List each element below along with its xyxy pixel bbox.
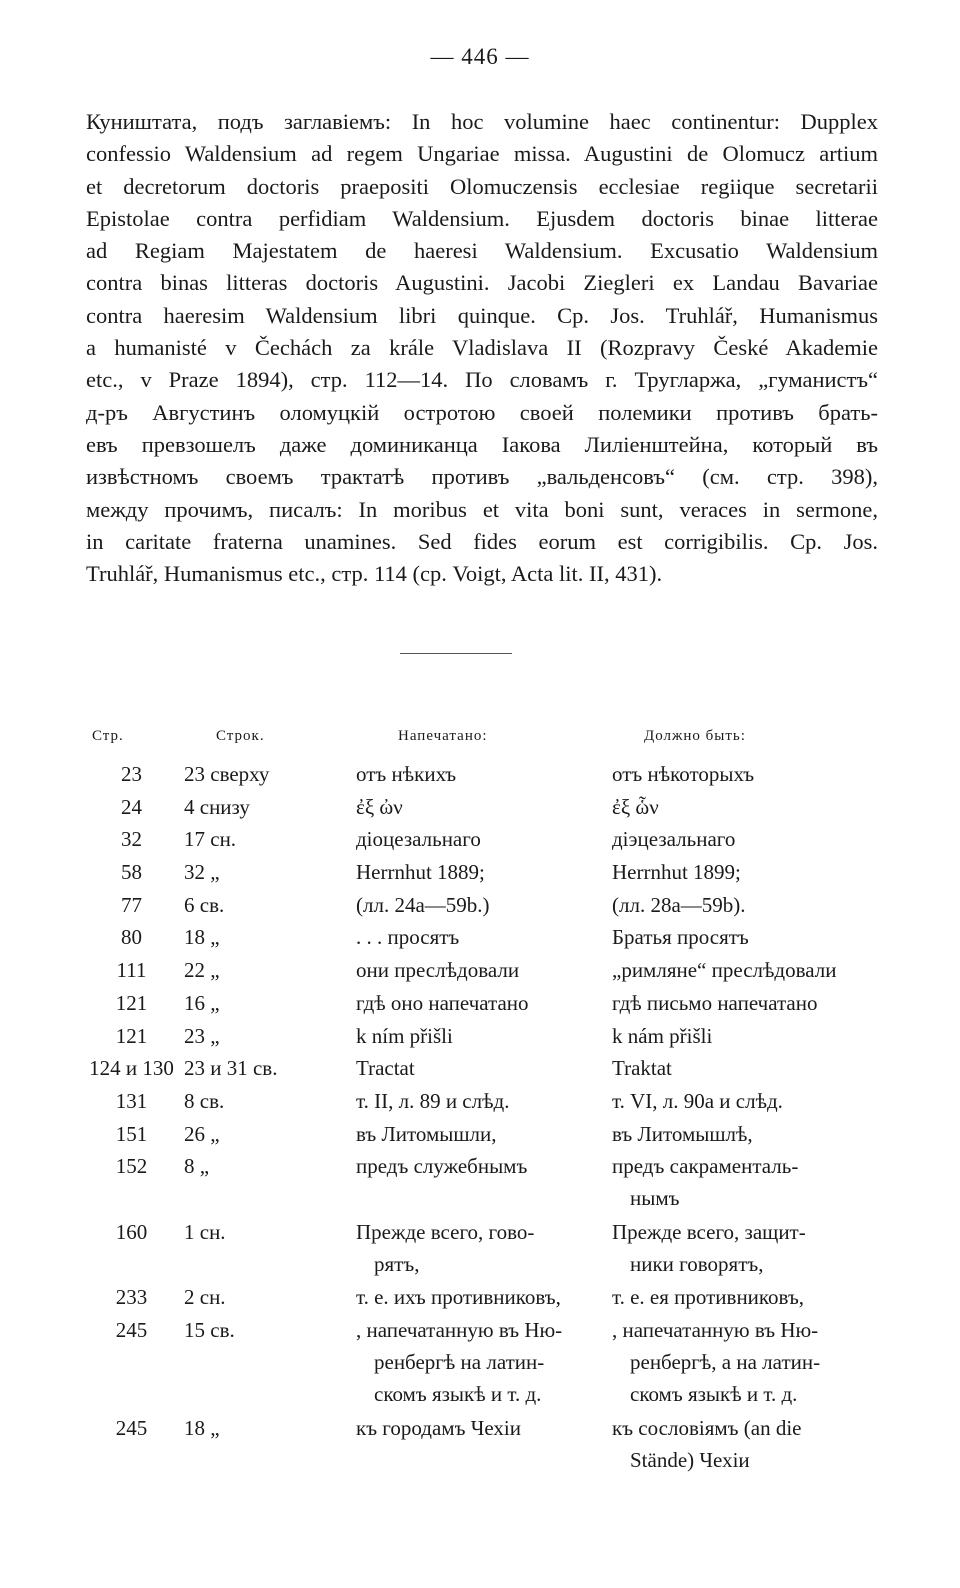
errata-correct xyxy=(612,954,884,986)
errata-printed-line: Прежде всего, гово- xyxy=(356,1219,535,1244)
section-divider xyxy=(400,653,512,654)
errata-correct xyxy=(612,823,884,855)
errata-correct xyxy=(612,1118,884,1150)
errata-correct-line: ренбергѣ, а на латин- xyxy=(630,1349,821,1374)
errata-printed xyxy=(356,1085,611,1117)
errata-printed xyxy=(356,856,611,888)
body-line: Куништата, подъ заглавіемъ: In hoc volumine haec continentur: Dupplex xyxy=(86,109,878,134)
errata-printed xyxy=(356,1052,611,1084)
errata-correct-line: предъ сакраменталь- xyxy=(612,1154,799,1179)
errata-correct-line: Stände) Чехіи xyxy=(630,1447,750,1472)
errata-page: 131 xyxy=(115,1088,148,1113)
errata-page: 23 xyxy=(121,762,142,786)
errata-printed-line: ренбергѣ на латин- xyxy=(374,1349,545,1374)
errata-row xyxy=(84,954,884,987)
errata-row xyxy=(84,1118,884,1151)
errata-printed xyxy=(356,921,611,953)
errata-printed-line: Herrnhut 1889; xyxy=(356,860,485,885)
errata-correct xyxy=(612,1412,884,1476)
body-line: между прочимъ, писалъ: In moribus et vita boni sunt, veraces in sermone, xyxy=(86,496,878,522)
page-number: — 446 — xyxy=(430,44,530,69)
errata-printed xyxy=(356,1216,611,1280)
errata-printed-line: въ Литомышли, xyxy=(356,1121,497,1146)
errata-page: 77 xyxy=(121,892,142,917)
header-page: Стр. xyxy=(92,728,124,744)
errata-printed xyxy=(356,758,611,790)
errata-rows xyxy=(84,758,884,1477)
errata-correct-line: въ Литомышлѣ, xyxy=(612,1121,753,1146)
errata-printed-line: (лл. 24а—59b.) xyxy=(356,892,490,917)
body-line: in caritate fraterna unamines. Sed fides eorum est corrigibilis. Ср. Jos. xyxy=(86,528,878,554)
errata-row xyxy=(84,1085,884,1118)
errata-page: 111 xyxy=(116,958,147,983)
errata-correct-line: нымъ xyxy=(630,1186,680,1211)
errata-page: 124 и 130 xyxy=(89,1056,174,1081)
errata-correct xyxy=(612,987,884,1019)
errata-printed-line: предъ служебнымъ xyxy=(356,1154,528,1179)
errata-correct xyxy=(612,1150,884,1214)
errata-row xyxy=(84,1314,884,1412)
errata-printed-line: они преслѣдовали xyxy=(356,958,520,983)
errata-printed xyxy=(356,987,611,1019)
body-line: etc., v Praze 1894), стр. 112—14. По словамъ г. Тругларжа, „гуманистъ“ xyxy=(86,367,878,393)
errata-row xyxy=(84,1020,884,1053)
errata-line: 23 „ xyxy=(184,1023,220,1048)
errata-correct xyxy=(612,921,884,953)
errata-correct-line: Братья просятъ xyxy=(612,925,749,950)
errata-header xyxy=(84,728,884,758)
errata-correct-line: отъ нѣкоторыхъ xyxy=(612,762,755,786)
errata-page: 151 xyxy=(115,1121,148,1146)
errata-page: 233 xyxy=(115,1285,148,1310)
errata-correct-line: k nám přišli xyxy=(612,1023,713,1048)
errata-correct-line: Traktat xyxy=(612,1056,672,1081)
errata-line: 22 „ xyxy=(184,958,220,983)
errata-correct-line: Прежде всего, защит- xyxy=(612,1219,806,1244)
errata-line: 1 сн. xyxy=(184,1219,226,1244)
header-line: Строк. xyxy=(216,728,265,744)
errata-correct xyxy=(612,1216,884,1280)
errata-correct xyxy=(612,856,884,888)
errata-correct-line: т. VI, л. 90а и слѣд. xyxy=(612,1088,783,1113)
errata-correct-line: „римляне“ преслѣдовали xyxy=(612,958,837,983)
errata-page: 245 xyxy=(115,1415,148,1440)
errata-line: 4 снизу xyxy=(184,794,250,819)
errata-correct xyxy=(612,889,884,921)
errata-row xyxy=(84,791,884,824)
errata-line: 18 „ xyxy=(184,925,220,950)
errata-correct-line: гдѣ письмо напечатано xyxy=(612,990,818,1015)
errata-printed-line: ἐξ ὠν xyxy=(356,794,403,819)
errata-page: 160 xyxy=(115,1219,148,1244)
errata-line: 26 „ xyxy=(184,1121,220,1146)
errata-line: 23 сверху xyxy=(184,762,270,786)
errata-correct xyxy=(612,1314,884,1410)
errata-correct-line: (лл. 28а—59b). xyxy=(612,892,746,917)
errata-printed-line: Tractat xyxy=(356,1056,415,1081)
errata-correct-line: Herrnhut 1899; xyxy=(612,860,741,885)
body-line: contra binas litteras doctoris Augustini. Jacobi Ziegleri ex Landau Bavariae xyxy=(86,270,878,296)
errata-printed-line: т. II, л. 89 и слѣд. xyxy=(356,1088,510,1113)
errata-correct xyxy=(612,791,884,823)
errata-printed-line: . . . просятъ xyxy=(356,925,460,950)
errata-row xyxy=(84,1216,884,1281)
errata-correct-line: діэцезальнаго xyxy=(612,827,736,852)
body-line: извѣстномъ своемъ трактатѣ противъ „вальденсовъ“ (см. стр. 398), xyxy=(86,464,878,490)
errata-printed xyxy=(356,823,611,855)
errata-line: 8 „ xyxy=(184,1154,210,1179)
body-line: Truhlář, Humanismus etc., стр. 114 (ср. Voigt, Acta lit. II, 431). xyxy=(86,561,663,587)
errata-row xyxy=(84,856,884,889)
errata-correct-line: скомъ языкѣ и т. д. xyxy=(630,1381,798,1406)
errata-row xyxy=(84,1412,884,1477)
errata-line: 15 св. xyxy=(184,1317,235,1342)
errata-printed xyxy=(356,1281,611,1313)
errata-correct xyxy=(612,1052,884,1084)
body-line: д-ръ Августинъ оломуцкій остротою своей полемики противъ брать- xyxy=(86,399,878,425)
errata-correct xyxy=(612,1020,884,1052)
errata-printed-line: къ городамъ Чехіи xyxy=(356,1415,521,1440)
errata-line: 6 св. xyxy=(184,892,225,917)
errata-printed xyxy=(356,1020,611,1052)
header-printed: Напечатано: xyxy=(398,728,488,744)
errata-line: 17 сн. xyxy=(184,827,237,852)
body-line: confessio Waldensium ad regem Ungariae missa. Augustini de Olomucz artium xyxy=(86,141,878,167)
errata-row xyxy=(84,987,884,1020)
errata-printed-line: скомъ языкѣ и т. д. xyxy=(374,1381,542,1406)
body-paragraph xyxy=(86,106,878,590)
errata-table xyxy=(84,728,884,1477)
errata-page: 121 xyxy=(115,1023,148,1048)
header-correct: Должно быть: xyxy=(644,728,746,744)
body-line: et decretorum doctoris praepositi Olomuczensis ecclesiae regiique secretarii xyxy=(86,173,878,199)
errata-row xyxy=(84,758,884,791)
errata-page: 152 xyxy=(115,1154,148,1179)
errata-page: 245 xyxy=(115,1317,148,1342)
body-line: Epistolae contra perfidiam Waldensium. Ejusdem doctoris binae litterae xyxy=(86,205,878,231)
errata-printed xyxy=(356,1412,611,1444)
errata-line: 2 сн. xyxy=(184,1285,226,1310)
errata-page: 32 xyxy=(121,827,142,852)
errata-line: 16 „ xyxy=(184,990,220,1015)
errata-correct-line: ники говорятъ, xyxy=(630,1251,764,1276)
errata-row xyxy=(84,1281,884,1314)
errata-printed-line: гдѣ оно напечатано xyxy=(356,990,529,1015)
errata-printed-line: , напечатанную въ Ню- xyxy=(356,1317,563,1342)
errata-printed-line: діоцезальнаго xyxy=(356,827,481,852)
errata-page: 58 xyxy=(121,860,142,885)
errata-printed-line: т. е. ихъ противниковъ, xyxy=(356,1285,561,1310)
body-line: ad Regiam Majestatem de haeresi Waldensium. Excusatio Waldensium xyxy=(86,238,878,264)
errata-line: 32 „ xyxy=(184,860,220,885)
body-line: contra haeresim Waldensium libri quinque. Ср. Jos. Truhlář, Humanismus xyxy=(86,302,878,328)
errata-printed xyxy=(356,1314,611,1410)
errata-page: 121 xyxy=(115,990,148,1015)
errata-correct-line: т. е. ея противниковъ, xyxy=(612,1285,805,1310)
errata-row xyxy=(84,921,884,954)
errata-row xyxy=(84,889,884,922)
errata-row xyxy=(84,823,884,856)
errata-line: 23 и 31 св. xyxy=(184,1056,278,1081)
errata-correct-line: къ сословіямъ (an die xyxy=(612,1415,802,1440)
errata-page: 80 xyxy=(121,925,142,950)
errata-page: 24 xyxy=(121,794,142,819)
errata-printed-line: отъ нѣкихъ xyxy=(356,762,457,786)
errata-line: 8 св. xyxy=(184,1088,225,1113)
errata-printed xyxy=(356,1150,611,1182)
errata-row xyxy=(84,1150,884,1215)
errata-correct xyxy=(612,1281,884,1313)
errata-row xyxy=(84,1052,884,1085)
errata-printed xyxy=(356,1118,611,1150)
errata-printed-line: k ním přišli xyxy=(356,1023,453,1048)
errata-printed xyxy=(356,791,611,823)
errata-correct xyxy=(612,1085,884,1117)
errata-line: 18 „ xyxy=(184,1415,220,1440)
errata-printed xyxy=(356,954,611,986)
errata-correct-line: , напечатанную въ Ню- xyxy=(612,1317,819,1342)
errata-correct xyxy=(612,758,884,790)
errata-printed-line: рятъ, xyxy=(374,1251,420,1276)
body-line: a humanisté v Čechách za krále Vladislava II (Rozpravy České Akademie xyxy=(86,335,878,361)
errata-correct-line: ἐξ ὧν xyxy=(612,794,659,819)
body-line: евъ превзошелъ даже доминиканца Іакова Лиліенштейна, который въ xyxy=(86,431,878,457)
errata-printed xyxy=(356,889,611,921)
